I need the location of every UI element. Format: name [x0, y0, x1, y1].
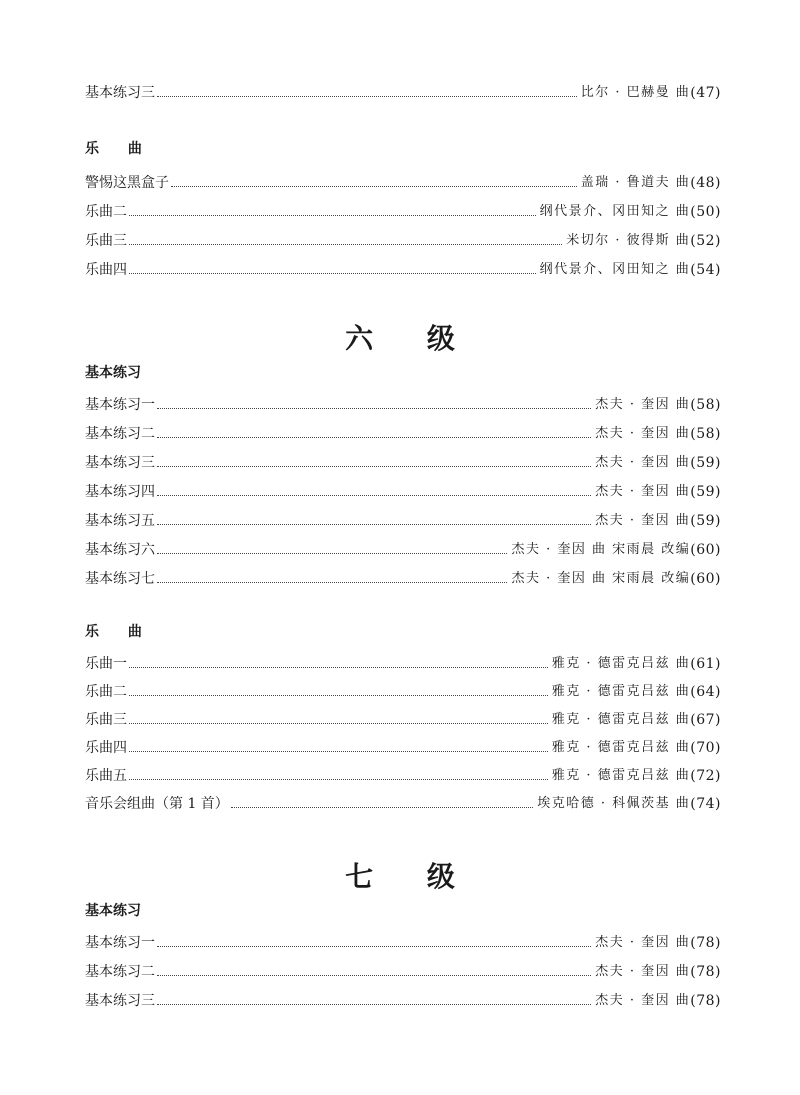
entry-credit: 雅克 · 德雷克吕兹 曲 — [551, 656, 691, 671]
entry-credit: 杰夫 · 奎因 曲 — [595, 935, 691, 950]
entry-page-number: (78) — [690, 993, 721, 1009]
entry-page-number: (47) — [690, 85, 721, 101]
entry-page-number: (74) — [690, 796, 721, 812]
entry-title: 乐曲三 — [85, 712, 127, 728]
entry-credit: 纲代景介、冈田知之 曲 — [539, 262, 691, 277]
entry-page-number: (59) — [690, 484, 721, 500]
dot-leader — [157, 466, 591, 467]
dot-leader — [157, 553, 507, 554]
entry-credit: 杰夫 · 奎因 曲 — [595, 426, 691, 441]
entry-title: 乐曲一 — [85, 656, 127, 672]
entry-credit: 杰夫 · 奎因 曲 宋雨晨 改编 — [511, 542, 691, 557]
toc-entry[interactable] — [85, 679, 721, 701]
entry-title: 乐曲四 — [85, 740, 127, 756]
entry-page-number: (59) — [690, 513, 721, 529]
dot-leader — [231, 807, 533, 808]
toc-entry[interactable] — [85, 199, 721, 221]
section-label-pieces: 乐 曲 — [85, 141, 154, 157]
grade-heading-7: 七 级 — [345, 860, 477, 893]
entry-credit: 雅克 · 德雷克吕兹 曲 — [551, 768, 691, 783]
entry-credit: 盖瑞 · 鲁道夫 曲 — [580, 175, 691, 190]
section-label-basic-exercises: 基本练习 — [85, 903, 141, 919]
toc-entry[interactable] — [85, 566, 721, 588]
toc-entry[interactable] — [85, 537, 721, 559]
toc-entry[interactable] — [85, 228, 721, 250]
dot-leader — [157, 524, 591, 525]
entry-page-number: (54) — [690, 262, 721, 278]
entry-title: 基本练习四 — [85, 484, 155, 500]
entry-credit: 杰夫 · 奎因 曲 — [595, 455, 691, 470]
entry-credit: 埃克哈德 · 科佩茨基 曲 — [537, 796, 691, 811]
entry-title: 基本练习一 — [85, 397, 155, 413]
toc-entry[interactable] — [85, 257, 721, 279]
section-label-basic-exercises: 基本练习 — [85, 365, 141, 381]
dot-leader — [129, 273, 536, 274]
entry-credit: 米切尔 · 彼得斯 曲 — [566, 233, 691, 248]
entry-credit: 杰夫 · 奎因 曲 — [595, 964, 691, 979]
entry-title: 基本练习二 — [85, 964, 155, 980]
entry-credit: 纲代景介、冈田知之 曲 — [539, 204, 691, 219]
entry-credit: 杰夫 · 奎因 曲 — [595, 513, 691, 528]
entry-title: 乐曲二 — [85, 684, 127, 700]
toc-entry[interactable] — [85, 80, 721, 102]
entry-title: 基本练习三 — [85, 85, 155, 101]
entry-page-number: (72) — [690, 768, 721, 784]
toc-entry[interactable] — [85, 450, 721, 472]
toc-entry[interactable] — [85, 707, 721, 729]
dot-leader — [157, 96, 577, 97]
dot-leader — [129, 695, 548, 696]
entry-title: 乐曲二 — [85, 204, 127, 220]
entry-page-number: (67) — [690, 712, 721, 728]
entry-page-number: (70) — [690, 740, 721, 756]
entry-page-number: (60) — [690, 542, 721, 558]
entry-title: 音乐会组曲（第 1 首） — [85, 796, 229, 812]
toc-entry[interactable] — [85, 651, 721, 673]
entry-credit: 杰夫 · 奎因 曲 — [595, 993, 691, 1008]
entry-title: 基本练习七 — [85, 571, 155, 587]
entry-page-number: (48) — [690, 175, 721, 191]
toc-entry[interactable] — [85, 735, 721, 757]
section-label-pieces: 乐 曲 — [85, 624, 154, 640]
dot-leader — [157, 437, 591, 438]
entry-title: 基本练习二 — [85, 426, 155, 442]
dot-leader — [157, 582, 507, 583]
entry-title: 基本练习三 — [85, 455, 155, 471]
dot-leader — [129, 751, 548, 752]
dot-leader — [157, 946, 591, 947]
entry-page-number: (64) — [690, 684, 721, 700]
toc-entry[interactable] — [85, 791, 721, 813]
dot-leader — [157, 408, 591, 409]
dot-leader — [157, 975, 591, 976]
entry-title: 基本练习六 — [85, 542, 155, 558]
entry-credit: 比尔 · 巴赫曼 曲 — [580, 85, 691, 100]
entry-credit: 杰夫 · 奎因 曲 宋雨晨 改编 — [511, 571, 691, 586]
entry-title: 基本练习一 — [85, 935, 155, 951]
dot-leader — [129, 667, 548, 668]
dot-leader — [129, 215, 536, 216]
entry-title: 警惕这黑盒子 — [85, 175, 169, 191]
toc-entry[interactable] — [85, 763, 721, 785]
entry-credit: 杰夫 · 奎因 曲 — [595, 484, 691, 499]
grade-heading-6: 六 级 — [345, 322, 477, 355]
entry-credit: 杰夫 · 奎因 曲 — [595, 397, 691, 412]
dot-leader — [157, 1004, 591, 1005]
entry-page-number: (58) — [690, 397, 721, 413]
entry-page-number: (59) — [690, 455, 721, 471]
toc-entry[interactable] — [85, 170, 721, 192]
entry-title: 基本练习三 — [85, 993, 155, 1009]
entry-credit: 雅克 · 德雷克吕兹 曲 — [551, 740, 691, 755]
toc-entry[interactable] — [85, 421, 721, 443]
entry-credit: 雅克 · 德雷克吕兹 曲 — [551, 712, 691, 727]
entry-title: 乐曲五 — [85, 768, 127, 784]
entry-page-number: (78) — [690, 964, 721, 980]
toc-entry[interactable] — [85, 479, 721, 501]
entry-page-number: (78) — [690, 935, 721, 951]
entry-page-number: (52) — [690, 233, 721, 249]
entry-title: 基本练习五 — [85, 513, 155, 529]
dot-leader — [129, 723, 548, 724]
toc-entry[interactable] — [85, 930, 721, 952]
entry-credit: 雅克 · 德雷克吕兹 曲 — [551, 684, 691, 699]
toc-entry[interactable] — [85, 959, 721, 981]
toc-entry[interactable] — [85, 988, 721, 1010]
dot-leader — [129, 779, 548, 780]
entry-title: 乐曲四 — [85, 262, 127, 278]
dot-leader — [129, 244, 562, 245]
toc-entry[interactable] — [85, 508, 721, 530]
dot-leader — [171, 186, 577, 187]
entry-page-number: (60) — [690, 571, 721, 587]
entry-page-number: (61) — [690, 656, 721, 672]
toc-entry[interactable] — [85, 392, 721, 414]
entry-page-number: (58) — [690, 426, 721, 442]
entry-page-number: (50) — [690, 204, 721, 220]
entry-title: 乐曲三 — [85, 233, 127, 249]
dot-leader — [157, 495, 591, 496]
